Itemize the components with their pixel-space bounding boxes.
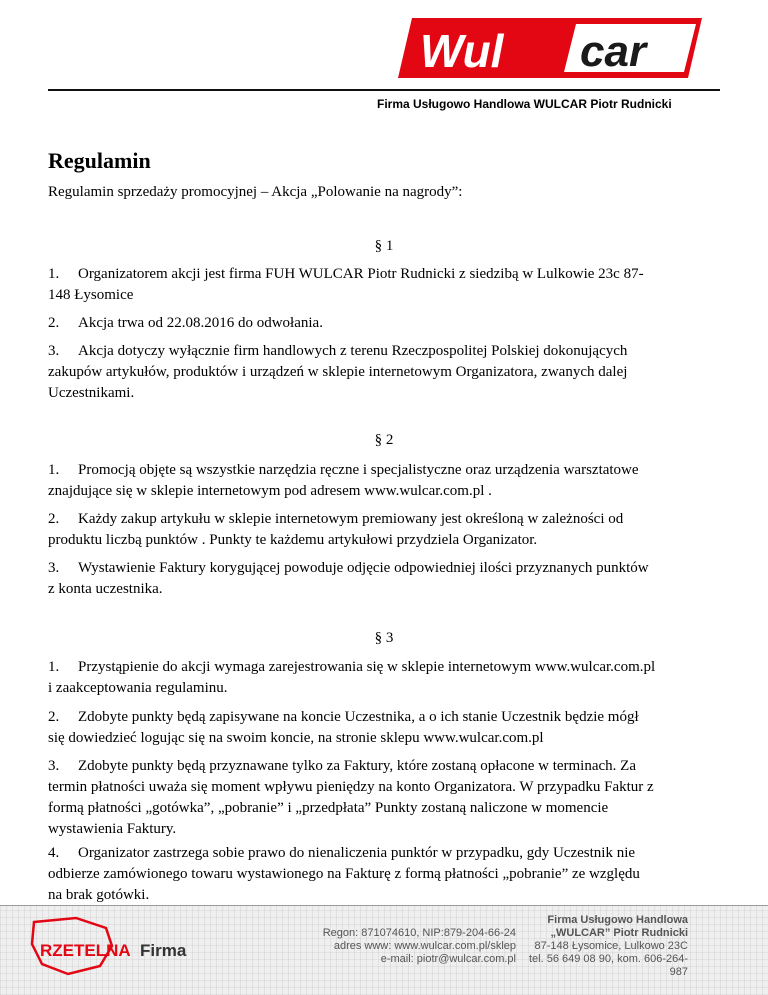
item-text: Każdy zakup artykułu w sklepie internetowym premiowany jest określoną w zależności od: [78, 511, 624, 527]
item-text: wystawienia Faktury.: [48, 821, 177, 837]
logo-text-wul: Wul: [420, 25, 504, 77]
item-text: Zdobyte punkty będą przyznawane tylko za Faktury, które zostaną opłacone w terminach. Za: [78, 758, 636, 774]
footer-regon: Regon: 871074610, NIP:879-204-66-24: [322, 927, 516, 939]
header-rule: [48, 89, 720, 91]
item-text: produktu liczbą punktów . Punkty te każdemu artykułowi przydziela Organizator.: [48, 532, 538, 548]
item-text: na brak gotówki.: [48, 887, 150, 903]
item-number: 1.: [48, 462, 60, 478]
footer-company-name: „WULCAR” Piotr Rudnicki: [550, 927, 688, 939]
section-1-item-1: [48, 264, 720, 306]
logo-text-car: car: [580, 27, 647, 76]
page-footer: [0, 905, 768, 995]
badge-text-dark: Firma: [140, 941, 187, 960]
item-number: 2.: [48, 511, 60, 527]
item-number: 2.: [48, 315, 60, 331]
footer-company-type: Firma Usługowo Handlowa: [547, 914, 688, 926]
item-text: Akcja trwa od 22.08.2016 do odwołania.: [78, 315, 323, 331]
item-text: Organizator zastrzega sobie prawo do nienaliczenia punktór w przypadku, gdy Uczestnik nie: [78, 845, 636, 861]
item-text: formą płatności „gotówka”, „pobranie” i „przedpłata” Punkty zostaną naliczone w momencie: [48, 800, 609, 816]
badge-text-red: RZETELNA: [40, 941, 131, 960]
section-2-item-3: [48, 558, 720, 600]
item-number: 4.: [48, 845, 60, 861]
item-text: Organizatorem akcji jest firma FUH WULCAR Piotr Rudnicki z siedzibą w Lulkowie 23c 87-: [78, 266, 644, 282]
rzetelna-firma-badge: [28, 916, 228, 978]
footer-www: adres www: www.wulcar.com.pl/sklep: [333, 940, 516, 952]
item-text: Wystawienie Faktury korygującej powoduje odjęcie odpowiedniej ilości przyznanych punktów: [78, 560, 649, 576]
section-1-heading: [48, 238, 720, 255]
page-subtitle: Regulamin sprzedaży promocyjnej – Akcja „Polowanie na nagrody”:: [48, 184, 463, 200]
item-number: 1.: [48, 659, 60, 675]
section-2-item-2: [48, 509, 720, 551]
section-heading: § 2: [374, 432, 394, 448]
item-text: Promocją objęte są wszystkie narzędzia ręczne i specjalistyczne oraz urządzenia warsztatowe: [78, 462, 639, 478]
item-text: i zaakceptowania regulaminu.: [48, 680, 228, 696]
section-3-item-4: [48, 843, 720, 906]
section-2-heading: [48, 432, 720, 449]
footer-street: 87-148 Łysomice, Lulkowo 23C: [534, 940, 688, 952]
item-text: z konta uczestnika.: [48, 581, 163, 597]
section-3-item-2: [48, 707, 720, 749]
footer-address: [512, 914, 688, 979]
item-number: 3.: [48, 343, 60, 359]
item-number: 3.: [48, 758, 60, 774]
section-1-item-3: [48, 341, 720, 404]
section-heading: § 1: [374, 238, 394, 254]
section-heading: § 3: [374, 630, 394, 646]
item-text: odbierze zamówionego towaru wystawionego na Fakturę z formą płatności „pobranie” ze względu: [48, 866, 640, 882]
item-number: 3.: [48, 560, 60, 576]
item-text: Akcja dotyczy wyłącznie firm handlowych z terenu Rzeczpospolitej Polskiej dokonujących: [78, 343, 628, 359]
footer-contact: [300, 927, 516, 966]
company-line: Firma Usługowo Handlowa WULCAR Piotr Rudnicki: [377, 97, 672, 111]
section-1-item-2: [48, 313, 720, 334]
item-text: 148 Łysomice: [48, 287, 134, 303]
item-text: znajdujące się w sklepie internetowym pod adresem www.wulcar.com.pl .: [48, 483, 492, 499]
item-text: Przystąpienie do akcji wymaga zarejestrowania się w sklepie internetowym www.wulcar.com.pl: [78, 659, 656, 675]
wulcar-logo: [398, 18, 702, 78]
footer-email: e-mail: piotr@wulcar.com.pl: [380, 953, 516, 965]
item-number: 1.: [48, 266, 60, 282]
item-number: 2.: [48, 709, 60, 725]
section-2-item-1: [48, 460, 720, 502]
section-3-heading: [48, 630, 720, 647]
item-text: termin płatności uważa się moment wpływu pieniędzy na konto Organizatora. W przypadku Faktur z: [48, 779, 654, 795]
item-text: się dowiedzieć logując się na swoim koncie, na stronie sklepu www.wulcar.com.pl: [48, 730, 544, 746]
item-text: Uczestnikami.: [48, 385, 135, 401]
section-3-item-1: [48, 657, 720, 699]
item-text: zakupów artykułów, produktów i urządzeń w sklepie internetowym Organizatora, zwanych dalej: [48, 364, 628, 380]
footer-phone: tel. 56 649 08 90, kom. 606-264-987: [529, 953, 688, 978]
section-3-item-3: [48, 756, 720, 840]
page-title: Regulamin: [48, 148, 151, 173]
item-text: Zdobyte punkty będą zapisywane na koncie Uczestnika, a o ich stanie Uczestnik będzie mógł: [78, 709, 639, 725]
